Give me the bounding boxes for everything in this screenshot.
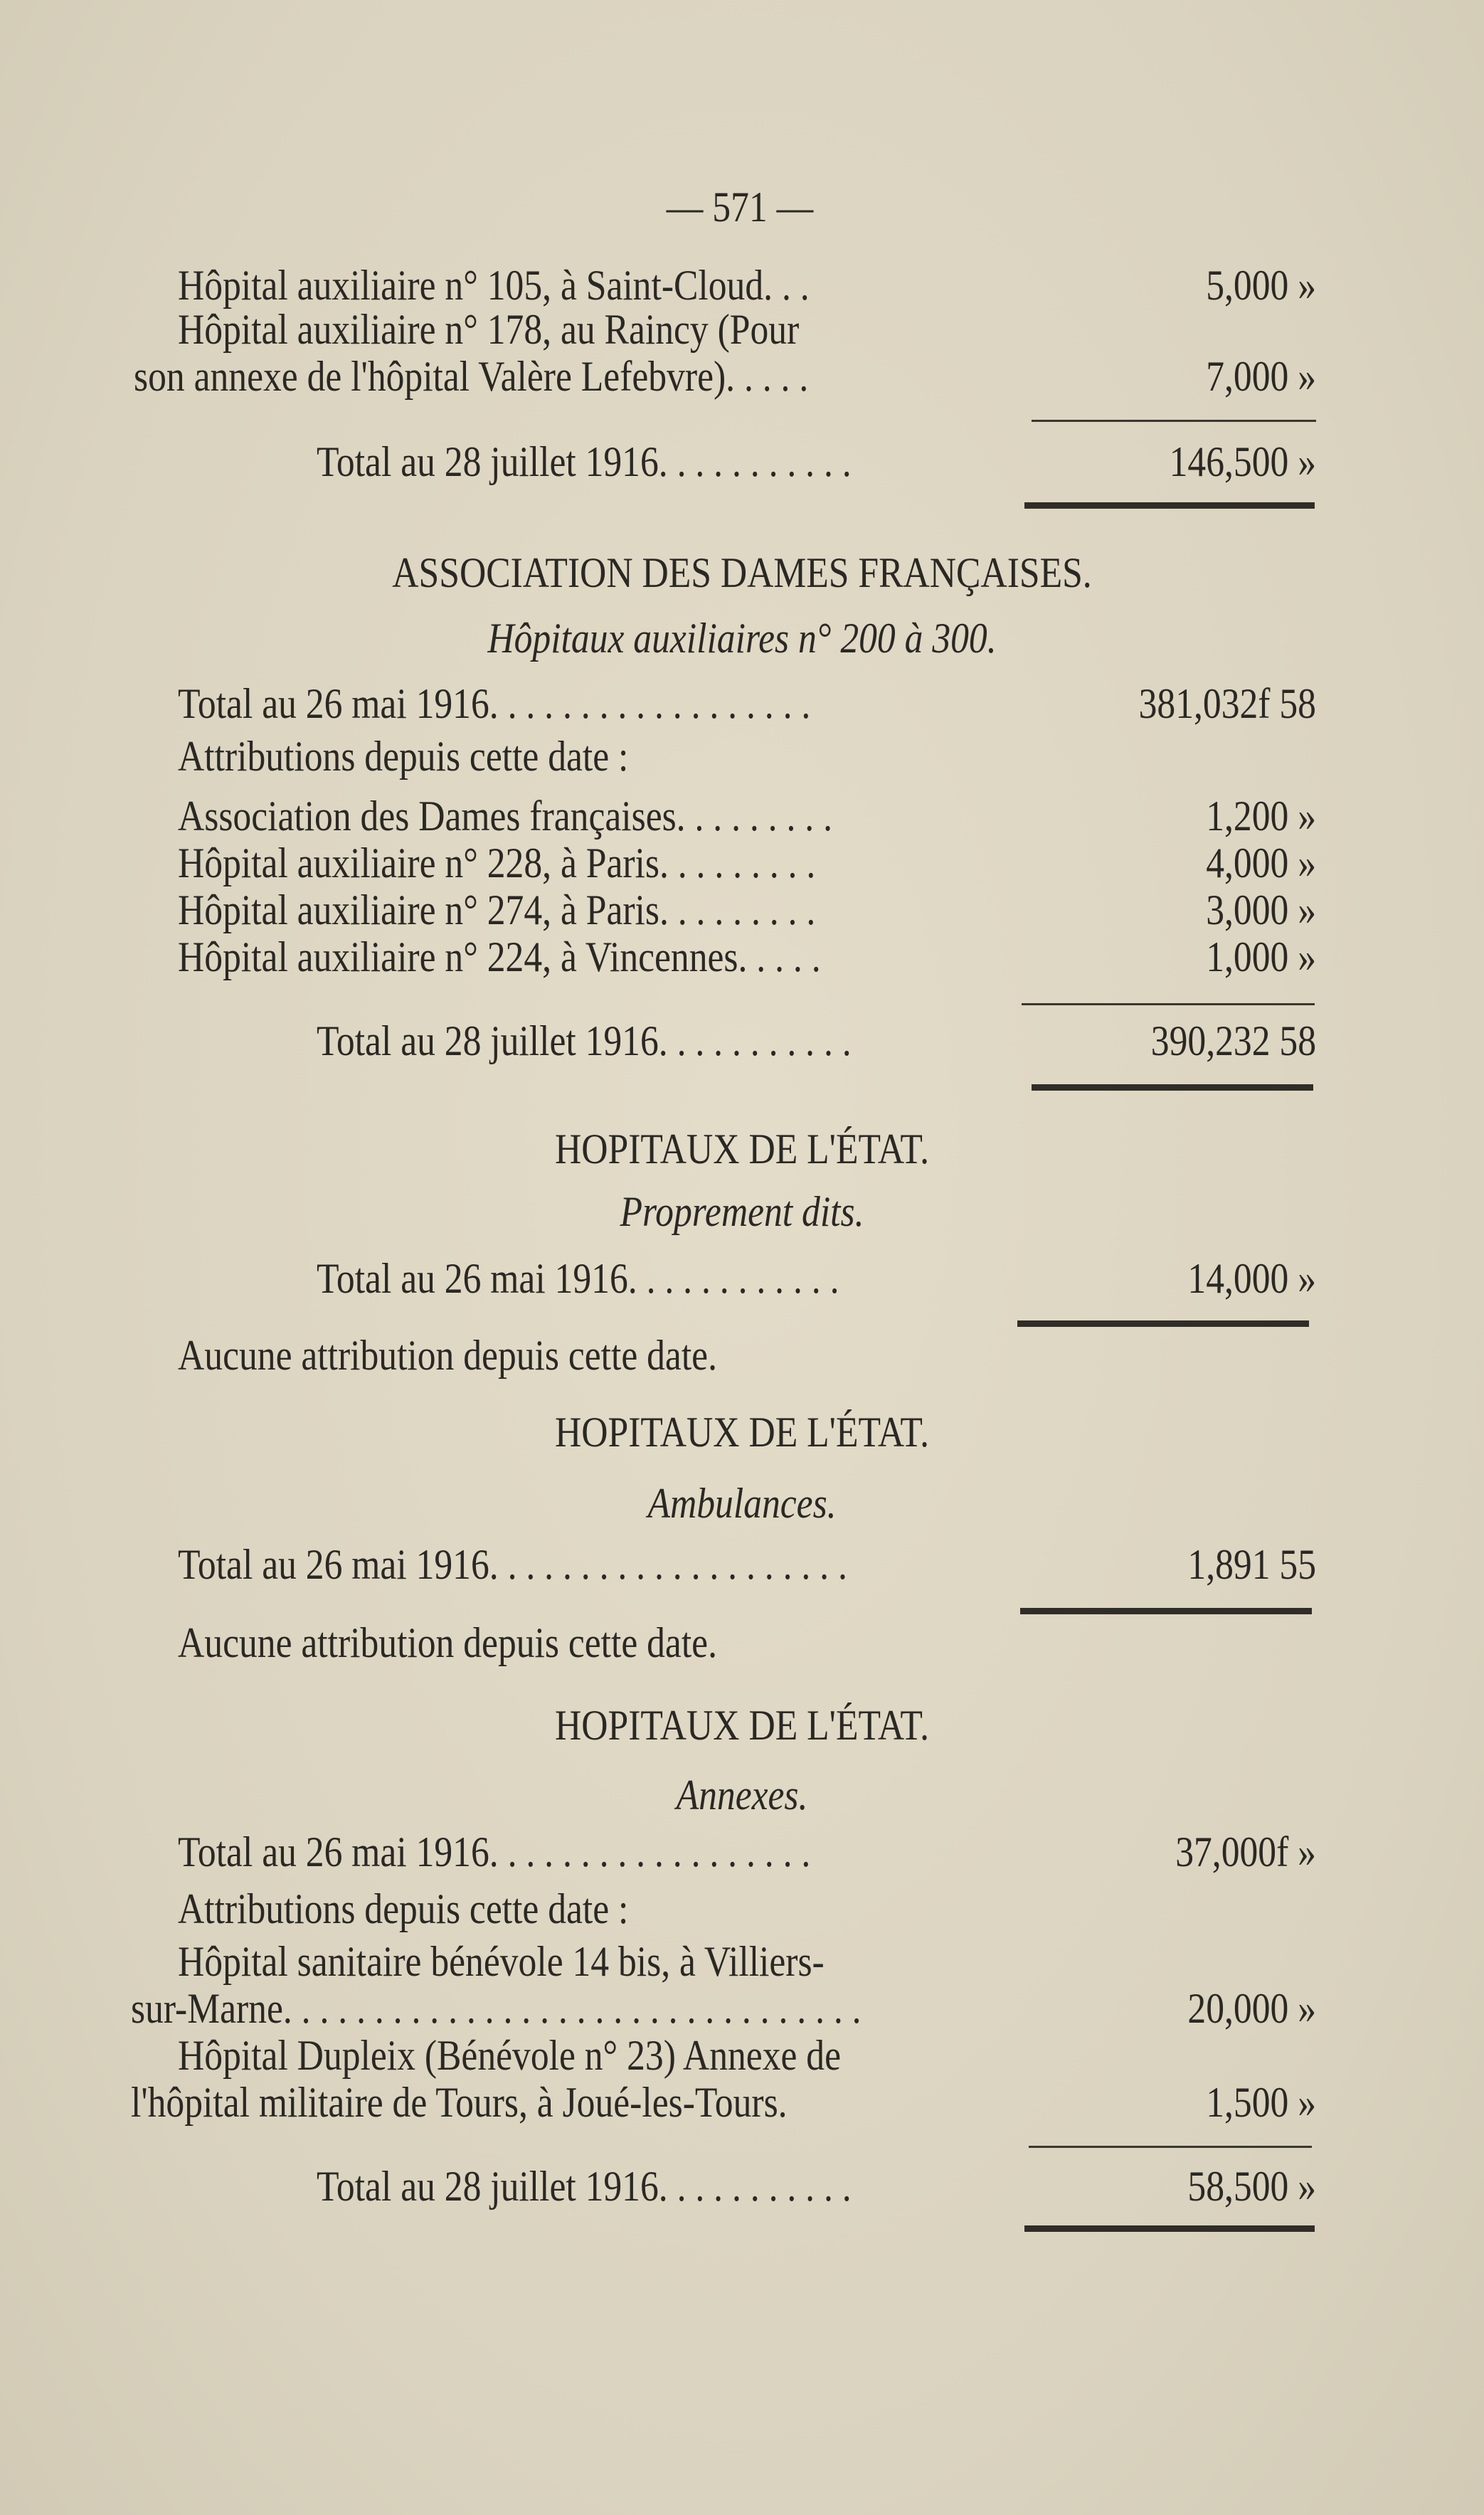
- entry-label: Hôpital auxiliaire n° 228, à Paris. . . . . . . . .: [178, 840, 816, 886]
- total-amount: 390,232 58: [1150, 1017, 1316, 1064]
- total-label: Total au 28 juillet 1916. . . . . . . . . . .: [317, 438, 852, 485]
- total-label: Total au 28 juillet 1916. . . . . . . . . . .: [317, 1017, 852, 1064]
- entry-amount: 1,500 »: [1206, 2079, 1316, 2126]
- entry-amount: 1,000 »: [1206, 933, 1316, 980]
- section-heading: HOPITAUX DE L'ÉTAT.: [554, 1126, 930, 1172]
- entry-amount: 1,200 »: [1206, 793, 1316, 840]
- entry-amount: 20,000 »: [1187, 1985, 1316, 2032]
- entry-amount: 5,000 »: [1206, 262, 1316, 309]
- total-amount: 146,500 »: [1169, 438, 1316, 485]
- total-amount: 58,500 »: [1187, 2163, 1316, 2210]
- total-double-rule: [1024, 2225, 1315, 2232]
- sum-rule: [1032, 420, 1316, 422]
- entry-label: Hôpital sanitaire bénévole 14 bis, à Villiers-: [178, 1938, 825, 1985]
- entry-amount: 3,000 »: [1206, 886, 1316, 933]
- entry-label: Hôpital auxiliaire n° 178, au Raincy (Pour: [178, 306, 800, 353]
- entry-amount: 4,000 »: [1206, 840, 1316, 886]
- entry-label: Hôpital auxiliaire n° 105, à Saint-Cloud. . .: [178, 262, 810, 309]
- entry-label: Association des Dames françaises. . . . . . . . .: [178, 793, 832, 840]
- note-text: Aucune attribution depuis cette date.: [178, 1619, 717, 1666]
- note-text: Aucune attribution depuis cette date.: [178, 1332, 717, 1379]
- entry-label: Hôpital auxiliaire n° 274, à Paris. . . . . . . . .: [178, 886, 816, 933]
- sum-rule: [1029, 2146, 1312, 2148]
- page-number: — 571 —: [666, 184, 814, 231]
- entry-amount: 7,000 »: [1206, 353, 1316, 400]
- opening-total-amount: 37,000f »: [1175, 1828, 1316, 1875]
- section-subheading: Annexes.: [676, 1772, 808, 1818]
- opening-total-amount: 381,032f 58: [1138, 680, 1316, 727]
- total-amount: 1,891 55: [1187, 1541, 1316, 1588]
- section-heading: HOPITAUX DE L'ÉTAT.: [554, 1409, 930, 1456]
- section-heading: HOPITAUX DE L'ÉTAT.: [554, 1702, 930, 1749]
- section-heading: ASSOCIATION DES DAMES FRANÇAISES.: [392, 549, 1092, 596]
- entry-label: l'hôpital militaire de Tours, à Joué-les-Tours.: [131, 2079, 788, 2126]
- section-subheading: Hôpitaux auxiliaires n° 200 à 300.: [487, 615, 997, 662]
- section-subheading: Proprement dits.: [620, 1188, 864, 1235]
- attributions-label: Attributions depuis cette date :: [178, 733, 629, 780]
- total-double-rule: [1020, 1608, 1312, 1614]
- attributions-label: Attributions depuis cette date :: [178, 1885, 629, 1932]
- sum-rule: [1022, 1003, 1315, 1005]
- total-label: Total au 26 mai 1916. . . . . . . . . . . . . . . . . . . .: [178, 1541, 847, 1588]
- section-subheading: Ambulances.: [647, 1480, 837, 1527]
- total-double-rule: [1032, 1084, 1313, 1091]
- entry-label: sur-Marne. . . . . . . . . . . . . . . . . . . . . . . . . . . . . . . .: [131, 1985, 862, 2032]
- entry-label: Hôpital auxiliaire n° 224, à Vincennes. . . . .: [178, 933, 821, 980]
- entry-label: son annexe de l'hôpital Valère Lefebvre). . . . .: [134, 353, 809, 400]
- total-double-rule: [1024, 502, 1315, 509]
- total-double-rule: [1017, 1320, 1309, 1327]
- total-label: Total au 26 mai 1916. . . . . . . . . . . .: [317, 1255, 839, 1302]
- opening-total-label: Total au 26 mai 1916. . . . . . . . . . . . . . . . . .: [178, 1828, 811, 1875]
- total-amount: 14,000 »: [1187, 1255, 1316, 1302]
- entry-label: Hôpital Dupleix (Bénévole n° 23) Annexe de: [178, 2032, 842, 2079]
- opening-total-label: Total au 26 mai 1916. . . . . . . . . . . . . . . . . .: [178, 680, 811, 727]
- total-label: Total au 28 juillet 1916. . . . . . . . . . .: [317, 2163, 852, 2210]
